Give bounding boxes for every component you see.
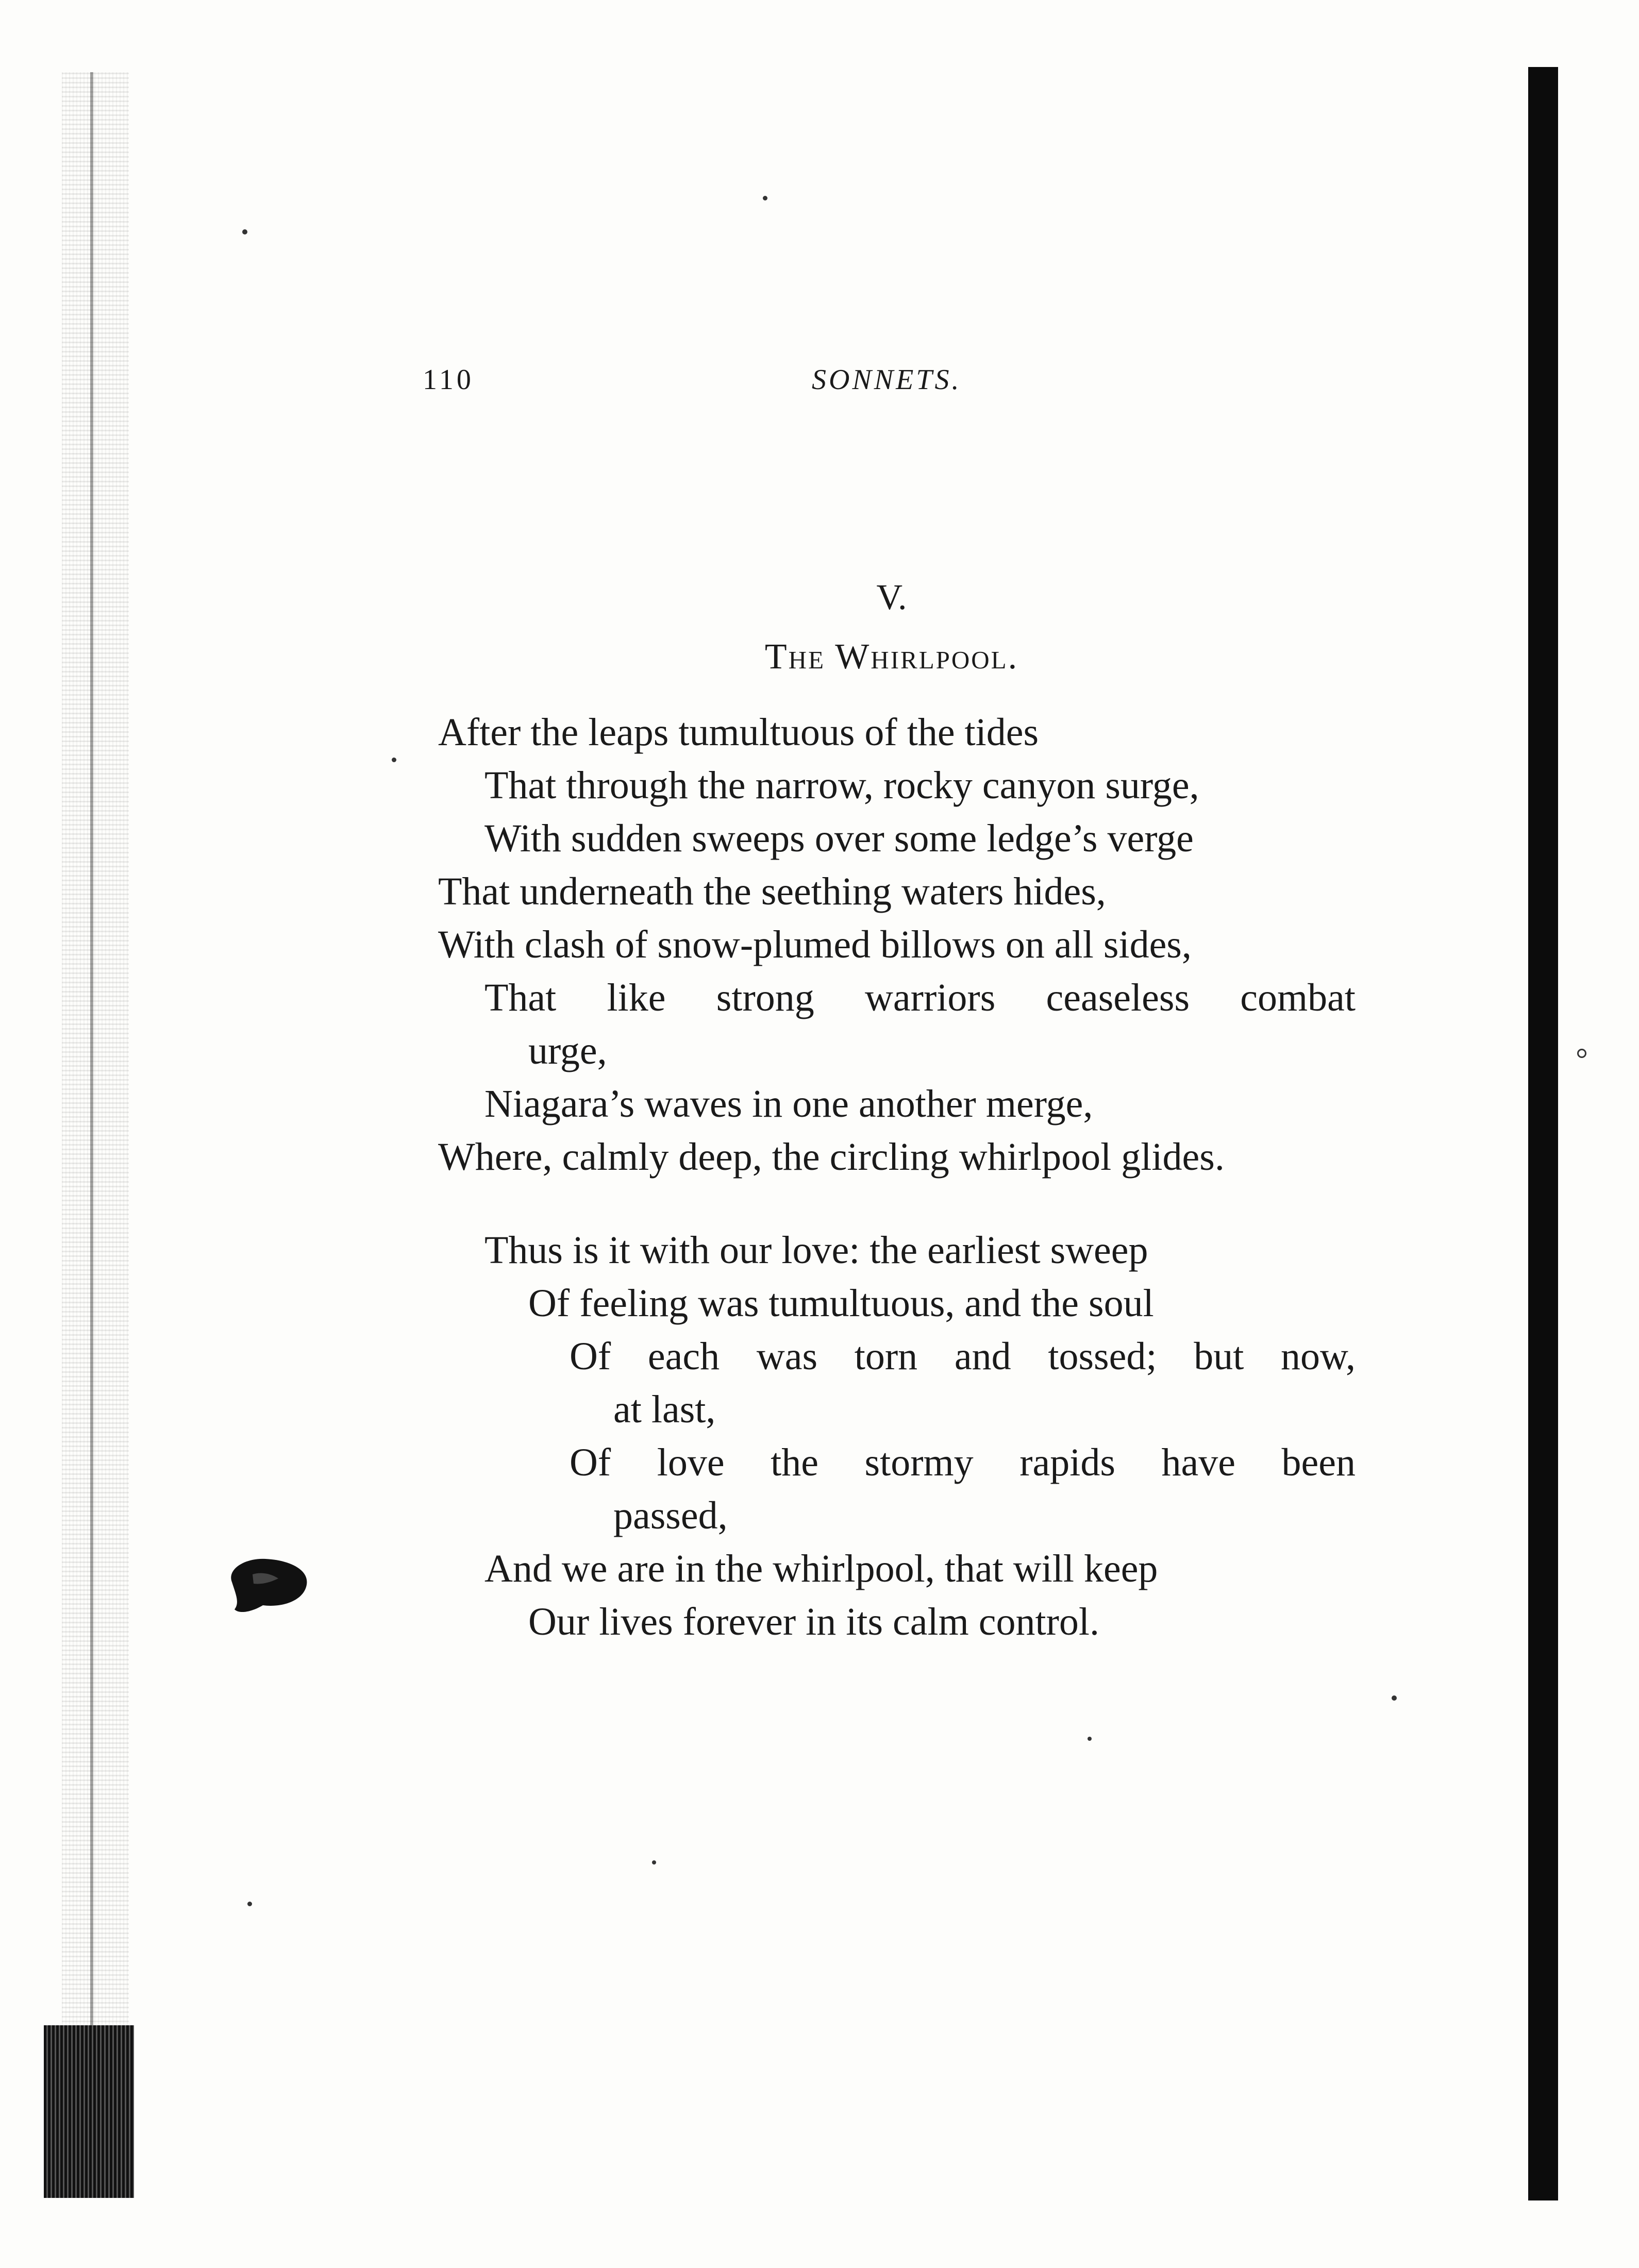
poem-line: That through the narrow, rocky canyon surge, — [484, 764, 1199, 807]
scan-speck — [247, 1902, 252, 1906]
poem-line: That underneath the seething waters hides, — [438, 870, 1106, 913]
poem-line: After the leaps tumultuous of the tides — [438, 711, 1039, 754]
poem-line: Thus is it with our love: the earliest sweep — [484, 1229, 1148, 1272]
poem-line: With clash of snow-plumed billows on all sides, — [438, 923, 1192, 966]
scan-speck — [763, 196, 767, 200]
scan-speck — [1088, 1737, 1092, 1741]
scan-speck — [392, 758, 396, 762]
stanza-break — [438, 1184, 1356, 1224]
poem-line: Niagara’s waves in one another merge, — [484, 1082, 1093, 1125]
poem-line-continuation: passed, — [613, 1494, 728, 1537]
scan-speck — [652, 1860, 656, 1864]
sonnet-number: V. — [876, 578, 907, 617]
poem-line: With sudden sweeps over some ledge’s verge — [484, 817, 1194, 860]
ink-blot — [222, 1554, 312, 1616]
scan-speck — [1392, 1695, 1397, 1701]
page-number: 110 — [423, 364, 474, 396]
poem-line-continuation: at last, — [613, 1388, 716, 1431]
poem-body — [438, 706, 1356, 1649]
scan-speck — [242, 229, 247, 234]
running-head — [423, 363, 1500, 410]
poem-line: Where, calmly deep, the circling whirlpool glides. — [438, 1135, 1225, 1179]
sonnet-title: The Whirlpool. — [764, 637, 1019, 677]
scan-spine-line — [90, 72, 93, 2082]
poem-line: Our lives forever in its calm control. — [528, 1600, 1100, 1643]
poem-line-continuation: urge, — [528, 1029, 607, 1072]
poem-line: And we are in the whirlpool, that will keep — [484, 1547, 1158, 1590]
scan-corner-block — [44, 2025, 134, 2198]
poem-line: Of love the stormy rapids have been — [570, 1441, 1356, 1484]
poem-line: That like strong warriors ceaseless combat — [484, 976, 1356, 1019]
poem-line: Of feeling was tumultuous, and the soul — [528, 1282, 1154, 1325]
scan-speck — [1577, 1049, 1586, 1058]
running-title: SONNETS. — [812, 364, 962, 396]
scan-edge-bar — [1528, 67, 1558, 2200]
poem-line: Of each was torn and tossed; but now, — [570, 1335, 1356, 1378]
scan-spine-noise — [62, 72, 129, 2041]
